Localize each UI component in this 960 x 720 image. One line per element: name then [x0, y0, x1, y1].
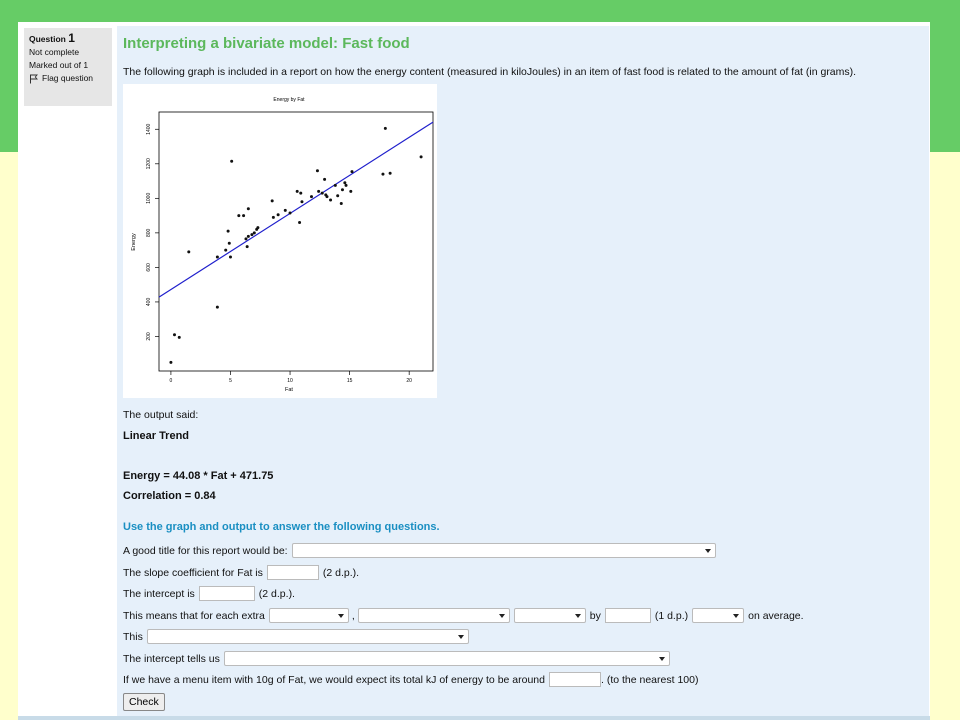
data-point	[298, 221, 301, 224]
slope-prompt: The slope coefficient for Fat is	[123, 566, 263, 579]
data-point	[349, 190, 352, 193]
data-points	[169, 127, 422, 364]
means-dp: (1 d.p.)	[654, 609, 689, 622]
data-point	[237, 214, 240, 217]
data-point	[247, 207, 250, 210]
slope-suffix: (2 d.p.).	[322, 566, 360, 579]
intercept-suffix: (2 d.p.).	[258, 587, 295, 600]
data-point	[247, 235, 250, 238]
data-point	[229, 256, 232, 259]
data-point	[340, 202, 343, 205]
title-row	[123, 543, 716, 558]
data-point	[323, 178, 326, 181]
question-content	[117, 26, 929, 720]
data-point	[343, 181, 346, 184]
intercept-tells-row	[123, 651, 670, 666]
chart-container	[123, 84, 437, 398]
data-point	[300, 200, 303, 203]
data-point	[317, 190, 320, 193]
means-select-3[interactable]	[514, 608, 586, 623]
data-point	[296, 190, 299, 193]
question-grade: Marked out of 1	[29, 60, 89, 70]
y-tick-label: 600	[146, 263, 152, 272]
question-label: Question	[29, 34, 66, 44]
output-said-text: The output said:	[123, 409, 199, 421]
chevron-down-icon	[499, 614, 505, 618]
question-intro: The following graph is included in a report on how the energy content (measured in kiloJoules) in an item of fast food is related to the amount of fat (in grams).	[123, 66, 857, 78]
x-tick-label: 0	[169, 378, 173, 384]
trend-line	[159, 122, 433, 297]
chevron-down-icon	[659, 657, 665, 661]
y-tick-label: 1000	[146, 192, 152, 204]
chevron-down-icon	[705, 549, 711, 553]
plot-frame	[159, 112, 433, 371]
flag-question-link[interactable]	[29, 72, 107, 85]
menu-energy-input[interactable]	[549, 672, 601, 687]
chevron-down-icon	[733, 614, 739, 618]
title-select[interactable]	[292, 543, 716, 558]
data-point	[216, 306, 219, 309]
data-point	[169, 361, 172, 364]
data-point	[284, 209, 287, 212]
slope-row	[123, 565, 359, 580]
data-point	[228, 242, 231, 245]
question-number	[29, 32, 107, 46]
data-point	[381, 173, 384, 176]
data-point	[178, 336, 181, 339]
y-tick-label: 1200	[146, 158, 152, 170]
means-select-1[interactable]	[269, 608, 349, 623]
data-point	[173, 333, 176, 336]
chevron-down-icon	[458, 635, 464, 639]
data-point	[350, 170, 353, 173]
x-axis-label: Fat	[285, 387, 293, 393]
question-info-panel	[24, 28, 112, 106]
regression-equation: Energy = 44.08 * Fat + 471.75	[123, 470, 274, 482]
means-select-4[interactable]	[692, 608, 744, 623]
intercept-tells-select[interactable]	[224, 651, 670, 666]
data-point	[329, 199, 332, 202]
y-tick-label: 200	[146, 332, 152, 341]
data-point	[242, 214, 245, 217]
question-title: Interpreting a bivariate model: Fast food	[123, 35, 410, 52]
data-point	[227, 230, 230, 233]
y-axis	[146, 123, 159, 340]
slope-input[interactable]	[267, 565, 319, 580]
side-band	[929, 152, 960, 720]
data-point	[272, 216, 275, 219]
data-point	[325, 195, 328, 198]
data-point	[187, 250, 190, 253]
data-point	[310, 195, 313, 198]
intercept-prompt: The intercept is	[123, 587, 195, 600]
x-axis	[170, 371, 413, 384]
data-point	[289, 212, 292, 215]
data-point	[246, 245, 249, 248]
means-row	[123, 608, 804, 623]
title-prompt: A good title for this report would be:	[123, 544, 288, 557]
flag-icon	[29, 74, 39, 84]
question-number-value: 1	[68, 31, 75, 45]
means-prompt: This means that for each extra	[123, 609, 265, 622]
menu-prompt: If we have a menu item with 10g of Fat, we would expect its total kJ of energy to be around	[123, 673, 545, 686]
means-amount-input[interactable]	[605, 608, 651, 623]
data-point	[253, 231, 256, 234]
check-button[interactable]: Check	[123, 693, 165, 711]
linear-trend-heading: Linear Trend	[123, 430, 190, 442]
means-avg: on average.	[748, 609, 804, 622]
scatter-chart	[123, 84, 437, 398]
data-point	[345, 184, 348, 187]
intercept-input[interactable]	[199, 586, 255, 601]
y-axis-label: Energy	[131, 233, 137, 251]
x-tick-label: 15	[346, 378, 353, 384]
menu-item-row	[123, 672, 698, 687]
data-point	[216, 256, 219, 259]
data-point	[299, 192, 302, 195]
intercept-tells-prompt: The intercept tells us	[123, 652, 220, 665]
data-point	[224, 249, 227, 252]
question-state: Not complete	[29, 47, 80, 57]
this-prompt: This	[123, 630, 143, 643]
chevron-down-icon	[338, 614, 344, 618]
x-tick-label: 5	[229, 378, 232, 384]
means-by: by	[589, 609, 601, 622]
data-point	[277, 213, 280, 216]
y-tick-label: 1400	[146, 123, 152, 135]
y-tick-label: 400	[146, 297, 152, 307]
this-row	[123, 629, 469, 644]
instructions-text: Use the graph and output to answer the following questions.	[123, 521, 440, 533]
chevron-down-icon	[575, 614, 581, 618]
flag-question-label: Flag question	[42, 73, 94, 83]
intercept-row	[123, 586, 295, 601]
y-tick-label: 800	[146, 228, 152, 238]
means-comma: ,	[351, 609, 355, 622]
data-point	[420, 155, 423, 158]
means-select-2[interactable]	[358, 608, 510, 623]
data-point	[230, 160, 233, 163]
data-point	[336, 194, 339, 197]
this-select[interactable]	[147, 629, 469, 644]
data-point	[271, 199, 274, 202]
data-point	[316, 169, 319, 172]
data-point	[384, 127, 387, 130]
data-point	[256, 226, 259, 229]
data-point	[389, 172, 392, 175]
chart-title: Energy by Fat	[273, 97, 305, 103]
x-tick-label: 10	[287, 378, 293, 384]
data-point	[244, 237, 247, 240]
data-point	[334, 184, 337, 187]
data-point	[341, 188, 344, 191]
menu-suffix: . (to the nearest 100)	[600, 673, 699, 686]
data-point	[321, 192, 324, 195]
footer-divider	[18, 716, 930, 720]
x-tick-label: 20	[406, 378, 412, 384]
correlation-value: Correlation = 0.84	[123, 490, 216, 502]
